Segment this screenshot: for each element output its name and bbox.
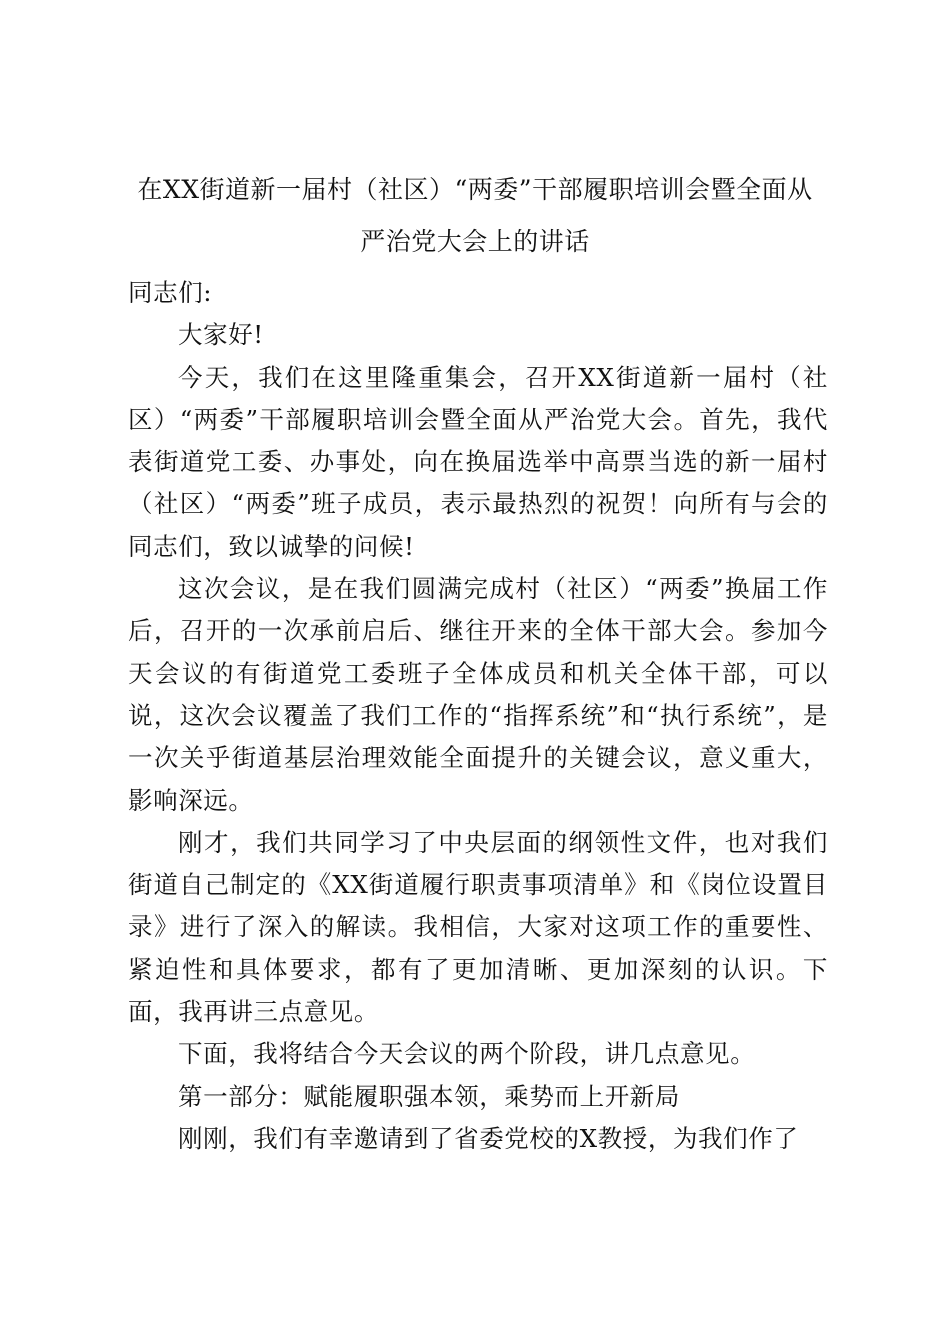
- document-title: [118, 164, 832, 268]
- paragraph-opening: 今天，我们在这里隆重集会，召开XX街道新一届村（社区）“两委”干部履职培训会暨全面从严治党大会。首先，我代表街道党工委、办事处，向在换届选举中高票当选的新一届村（社区）“两委”班子成员，表示最热烈的祝贺！向所有与会的同志们，致以诚挚的问候!: [128, 362, 828, 561]
- title-line-2: 严治党大会上的讲话: [360, 227, 590, 256]
- salutation: 同志们:: [128, 278, 213, 307]
- paragraph-lecture-intro: 刚刚，我们有幸邀请到了省委党校的X教授，为我们作了: [178, 1123, 799, 1153]
- paragraph-meeting-significance: 这次会议，是在我们圆满完成村（社区）“两委”换届工作后，召开的一次承前启后、继往开来的全体干部大会。参加今天会议的有街道党工委班子全体成员和机关全体干部，可以说，这次会议覆盖了我们工作的“指挥系统”和“执行系统”，是一次关乎街道基层治理效能全面提升的关键会议，意义重大，影响深远。: [128, 574, 828, 815]
- paragraph-study-review: 刚才，我们共同学习了中央层面的纲领性文件，也对我们街道自己制定的《XX街道履行职责事项清单》和《岗位设置目录》进行了深入的解读。我相信，大家对这项工作的重要性、紧迫性和具体要求，都有了更加清晰、更加深刻的认识。下面，我再讲三点意见。: [128, 827, 828, 1027]
- paragraph-transition: 下面，我将结合今天会议的两个阶段，讲几点意见。: [178, 1039, 756, 1069]
- title-line-1: 在XX街道新一届村（社区）“两委”干部履职培训会暨全面从: [137, 175, 813, 204]
- document-body: [128, 272, 828, 1160]
- paragraph-greeting: 大家好!: [178, 320, 264, 350]
- section-heading-part-one: 第一部分：赋能履职强本领，乘势而上开新局: [178, 1081, 680, 1111]
